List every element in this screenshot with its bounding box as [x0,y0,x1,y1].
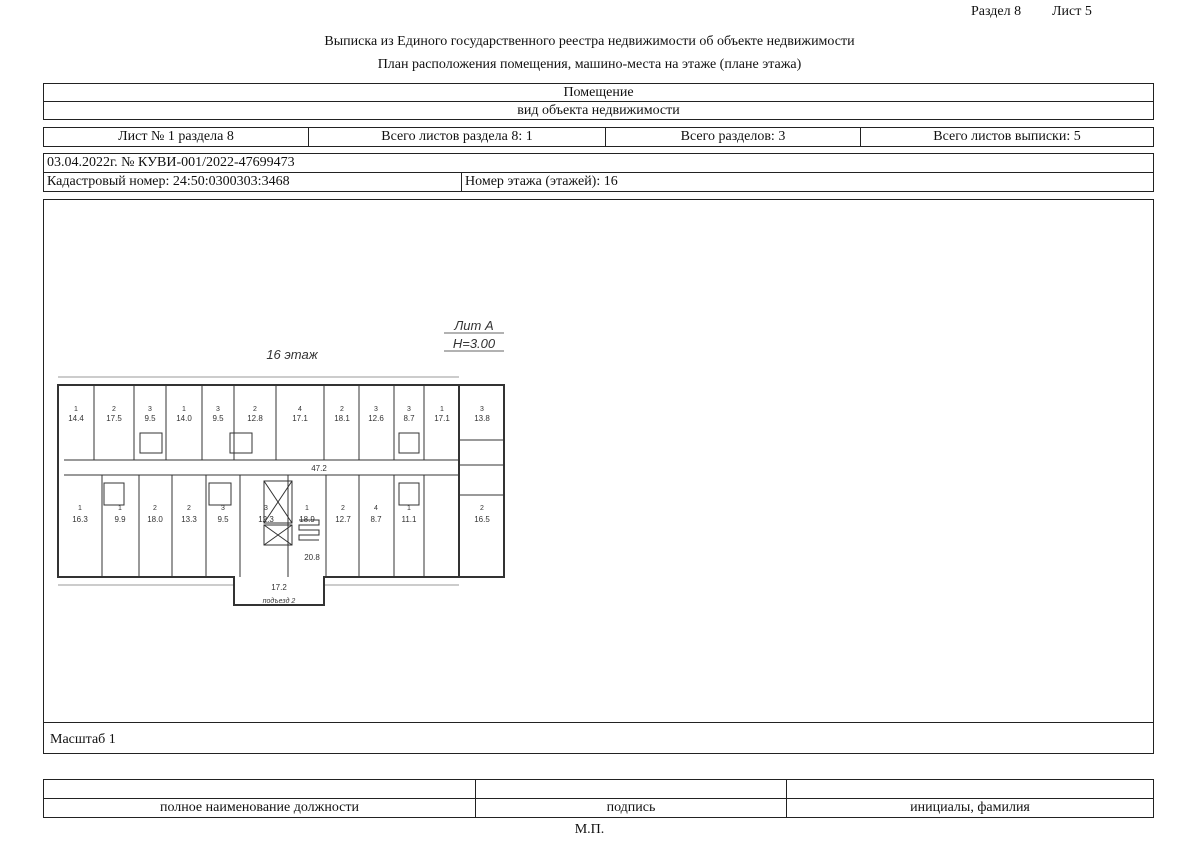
bottom-room-area: 9.5 [217,515,229,524]
top-room-area: 13.8 [474,414,490,423]
floor-label: 16 этаж [266,347,318,362]
corridor-area: 47.2 [311,464,327,473]
object-type: Помещение [43,83,1154,102]
bottom-room-number: 1 [78,505,82,512]
total-sheets-section-cell: Всего листов раздела 8: 1 [308,127,606,147]
top-room-number: 2 [340,406,344,413]
bottom-room-area: 8.7 [370,515,382,524]
bottom-room-labels [72,505,490,524]
scale-label: Масштаб 1 [50,732,116,747]
bottom-room-number: 1 [407,505,411,512]
lit-label: Лит А [454,318,494,333]
top-room-area: 14.0 [176,414,192,423]
bottom-room-area: 9.9 [114,515,126,524]
bottom-room-number: 4 [374,505,378,512]
bottom-room-area: 16.3 [72,515,88,524]
top-room-area: 12.6 [368,414,384,423]
bottom-room-number: 1 [118,505,122,512]
name-caption: инициалы, фамилия [786,798,1154,818]
sheet-number: Лист 5 [1052,4,1092,19]
bottom-room-area: 16.5 [474,515,490,524]
top-room-area: 14.4 [68,414,84,423]
landing-area: 17.2 [271,583,287,592]
top-room-labels [68,406,490,423]
bottom-room-number: 3 [221,505,225,512]
bottom-room-number: 2 [153,505,157,512]
stair-area: 20.8 [304,553,320,562]
bottom-room-number: 1 [305,505,309,512]
bottom-room-area: 13.3 [181,515,197,524]
top-room-number: 3 [374,406,378,413]
top-room-area: 8.7 [403,414,415,423]
total-sections-cell: Всего разделов: 3 [605,127,861,147]
name-value [786,779,1154,799]
floor-number: Номер этажа (этажей): 16 [461,172,1154,192]
bottom-room-number: 2 [187,505,191,512]
top-room-number: 3 [407,406,411,413]
signature-caption: подпись [475,798,787,818]
bottom-room-area: 12.7 [335,515,351,524]
stamp-label: М.П. [574,822,605,837]
bottom-room-number: 2 [480,505,484,512]
sheet-no-cell: Лист № 1 раздела 8 [43,127,309,147]
top-room-area: 9.5 [144,414,156,423]
top-room-number: 3 [216,406,220,413]
section-number: Раздел 8 [971,4,1022,19]
top-room-area: 17.5 [106,414,122,423]
top-room-number: 2 [112,406,116,413]
height-label: H=3.00 [452,336,496,351]
total-sheets-extract-cell: Всего листов выписки: 5 [860,127,1154,147]
record-date-number: 03.04.2022г. № КУВИ-001/2022-47699473 [43,153,1154,173]
bottom-room-area: 11.1 [401,515,417,524]
bottom-room-area: 18.9 [299,515,315,524]
signature-value [475,779,787,799]
top-room-area: 18.1 [334,414,350,423]
top-room-area: 9.5 [212,414,224,423]
top-room-area: 12.8 [247,414,263,423]
top-room-number: 1 [74,406,78,413]
floor-plan [54,315,509,610]
scale-divider [44,722,1153,723]
entrance-label: подъезд 2 [262,598,296,605]
document-title: Выписка из Единого государственного реестра недвижимости об объекте недвижимости [324,34,855,49]
top-room-area: 17.1 [292,414,308,423]
top-room-area: 17.1 [434,414,450,423]
bottom-room-number: 3 [264,505,268,512]
document-subtitle: План расположения помещения, машино-места на этаже (плане этажа) [377,57,802,72]
object-type-caption: вид объекта недвижимости [43,101,1154,120]
top-room-number: 2 [253,406,257,413]
position-value [43,779,476,799]
top-room-number: 4 [298,406,302,413]
bottom-room-area: 18.0 [147,515,163,524]
bottom-room-number: 2 [341,505,345,512]
position-caption: полное наименование должности [43,798,476,818]
top-room-number: 3 [148,406,152,413]
top-room-number: 1 [182,406,186,413]
cadastral-number: Кадастровый номер: 24:50:0300303:3468 [43,172,462,192]
top-room-number: 3 [480,406,484,413]
bottom-room-area: 12.3 [258,515,274,524]
top-room-number: 1 [440,406,444,413]
